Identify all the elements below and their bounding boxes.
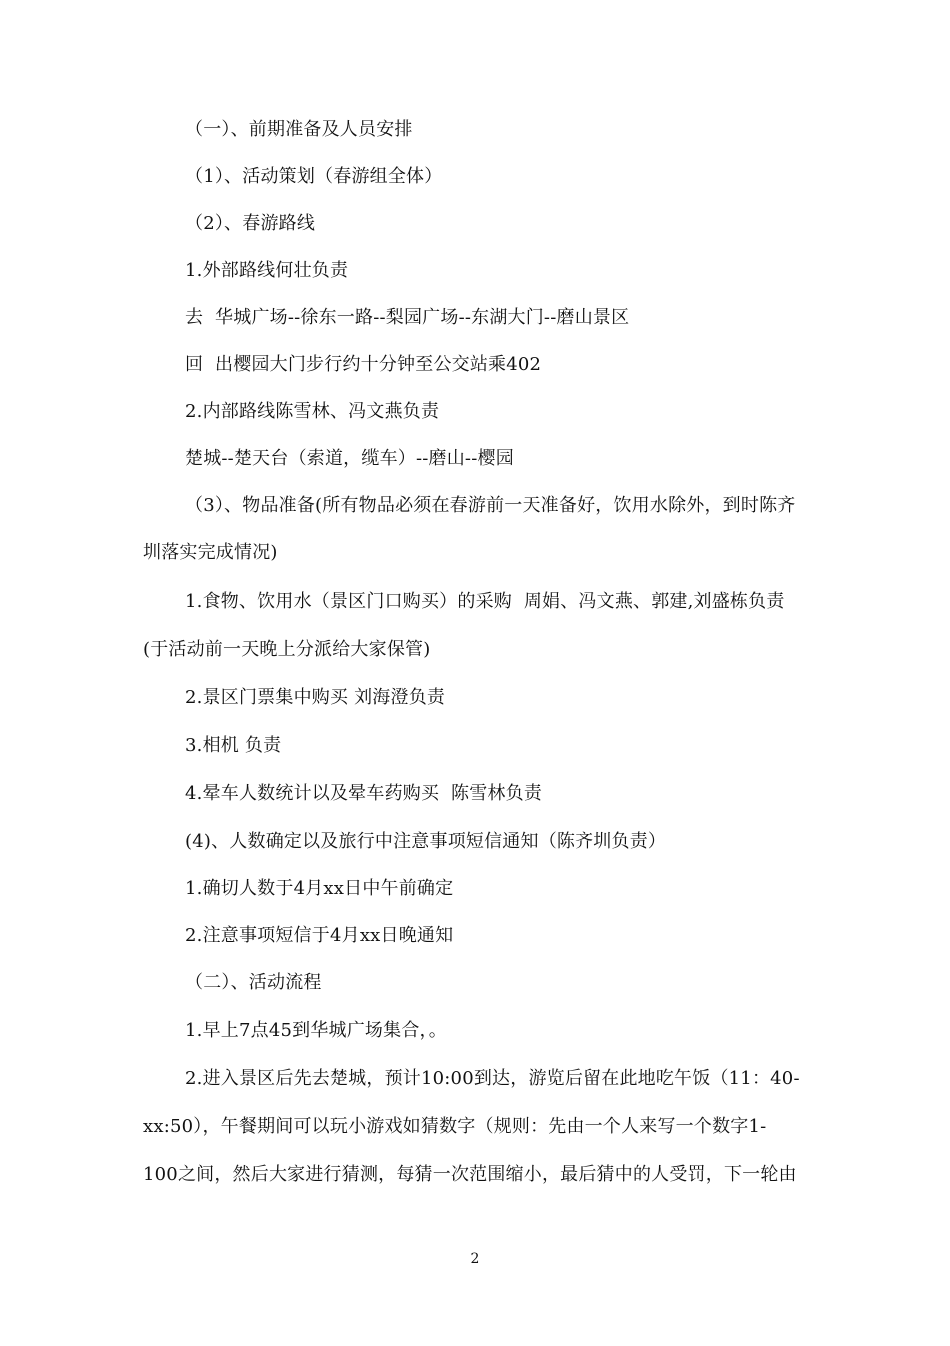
outbound-route: 去 华城广场--徐东一路--梨园广场--东湖大门--磨山景区	[185, 307, 630, 328]
return-route: 回 出樱园大门步行约十分钟至公交站乘402	[185, 354, 542, 375]
ticket-purchase: 2.景区门票集中购买 刘海澄负责	[185, 687, 446, 708]
food-water-purchase-continued: (于活动前一天晚上分派给大家保管)	[143, 639, 431, 660]
motion-sickness: 4.晕车人数统计以及晕车药购买 陈雪林负责	[185, 783, 543, 804]
camera-owner: 3.相机 负责	[185, 735, 282, 756]
notice-message: 2.注意事项短信于4月xx日晚通知	[185, 925, 454, 946]
item-supplies-continued: 圳落实完成情况)	[143, 542, 278, 563]
item-supplies: （3）、物品准备(所有物品必须在春游前一天准备好，饮用水除外，到时陈齐	[185, 495, 796, 516]
heading-preparation: （一）、前期准备及人员安排	[185, 119, 413, 140]
flow-step-1: 1.早上7点45到华城广场集合，。	[185, 1020, 447, 1041]
food-water-purchase: 1.食物、饮用水（景区门口购买）的采购 周娟、冯文燕、郭建,刘盛栋负责	[185, 591, 785, 612]
internal-route: 楚城--楚天台（索道，缆车）--磨山--樱园	[185, 448, 514, 469]
item-route: （2）、春游路线	[185, 213, 316, 234]
internal-route-owner: 2.内部路线陈雪林、冯文燕负责	[185, 401, 440, 422]
item-activity-planning: （1）、活动策划（春游组全体）	[185, 166, 443, 187]
item-headcount-notice: (4)、人数确定以及旅行中注意事项短信通知（陈齐圳负责）	[185, 831, 667, 852]
external-route-owner: 1.外部路线何壮负责	[185, 260, 349, 281]
heading-activity-flow: （二）、活动流程	[185, 972, 322, 993]
flow-step-2-continued-2: 100之间，然后大家进行猜测，每猜一次范围缩小，最后猜中的人受罚，下一轮由	[143, 1164, 797, 1185]
page-number: 2	[470, 1251, 480, 1267]
flow-step-2-continued: xx:50），午餐期间可以玩小游戏如猜数字（规则：先由一个人来写一个数字1-	[143, 1116, 767, 1137]
flow-step-2: 2.进入景区后先去楚城，预计10:00到达，游览后留在此地吃午饭（11：40-	[185, 1068, 800, 1089]
headcount-deadline: 1.确切人数于4月xx日中午前确定	[185, 878, 454, 899]
